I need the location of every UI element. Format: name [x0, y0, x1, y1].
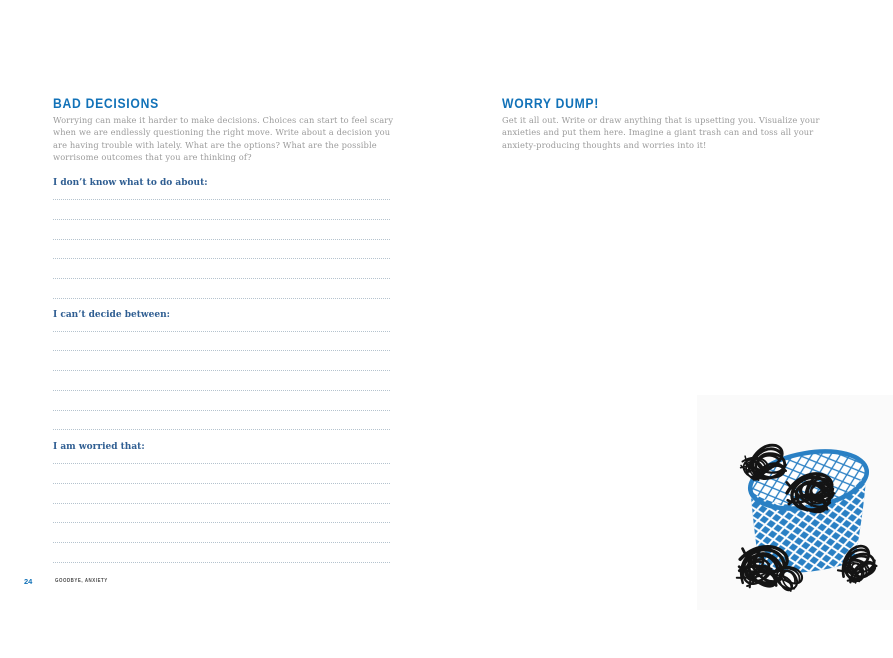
- writing-lines-1: [53, 181, 390, 299]
- illustration-area: [697, 395, 893, 610]
- writing-line: [53, 181, 390, 201]
- writing-line: [53, 220, 390, 240]
- writing-line: [53, 200, 390, 220]
- writing-line: [53, 309, 390, 332]
- writing-line: [53, 484, 390, 504]
- book-title: GOODBYE, ANXIETY: [55, 578, 108, 584]
- bad-decisions-intro-text: Worrying can make it harder to make decisions. Choices can start to feel scary when we are endlessly questioning the right move. Write about a decision you are having trouble with lately. What are the options? What are the possible worrisome outcomes that you are thinking of?: [53, 115, 394, 163]
- trash-can-illustration: [734, 439, 884, 595]
- writing-line: [53, 332, 390, 352]
- writing-line: [53, 371, 390, 391]
- worry-dump-intro-text: Get it all out. Write or draw anything that is upsetting you. Visualize your anxieties and put them here. Imagine a giant trash can and toss all your anxiety-producing thoughts and worries into it!: [502, 115, 820, 150]
- writing-line: [53, 279, 390, 299]
- writing-lines-3: [53, 445, 390, 563]
- prompt-label-3: I am worried that:: [53, 442, 145, 452]
- writing-line: [53, 411, 390, 431]
- writing-line: [53, 351, 390, 371]
- writing-line: [53, 504, 390, 524]
- prompt-label-1: I don’t know what to do about:: [53, 178, 208, 188]
- writing-line: [53, 391, 390, 411]
- prompt-label-2: I can’t decide between:: [53, 309, 170, 320]
- page-title-worry-dump: WORRY DUMP!: [502, 96, 600, 111]
- writing-line: [53, 523, 390, 543]
- page-number: 24: [24, 577, 33, 586]
- writing-line: [53, 240, 390, 260]
- page-title-bad-decisions: BAD DECISIONS: [53, 96, 159, 111]
- writing-line: [53, 445, 390, 465]
- writing-lines-2: [53, 309, 390, 430]
- writing-line: [53, 259, 390, 279]
- writing-line: [53, 543, 390, 563]
- writing-line: [53, 464, 390, 484]
